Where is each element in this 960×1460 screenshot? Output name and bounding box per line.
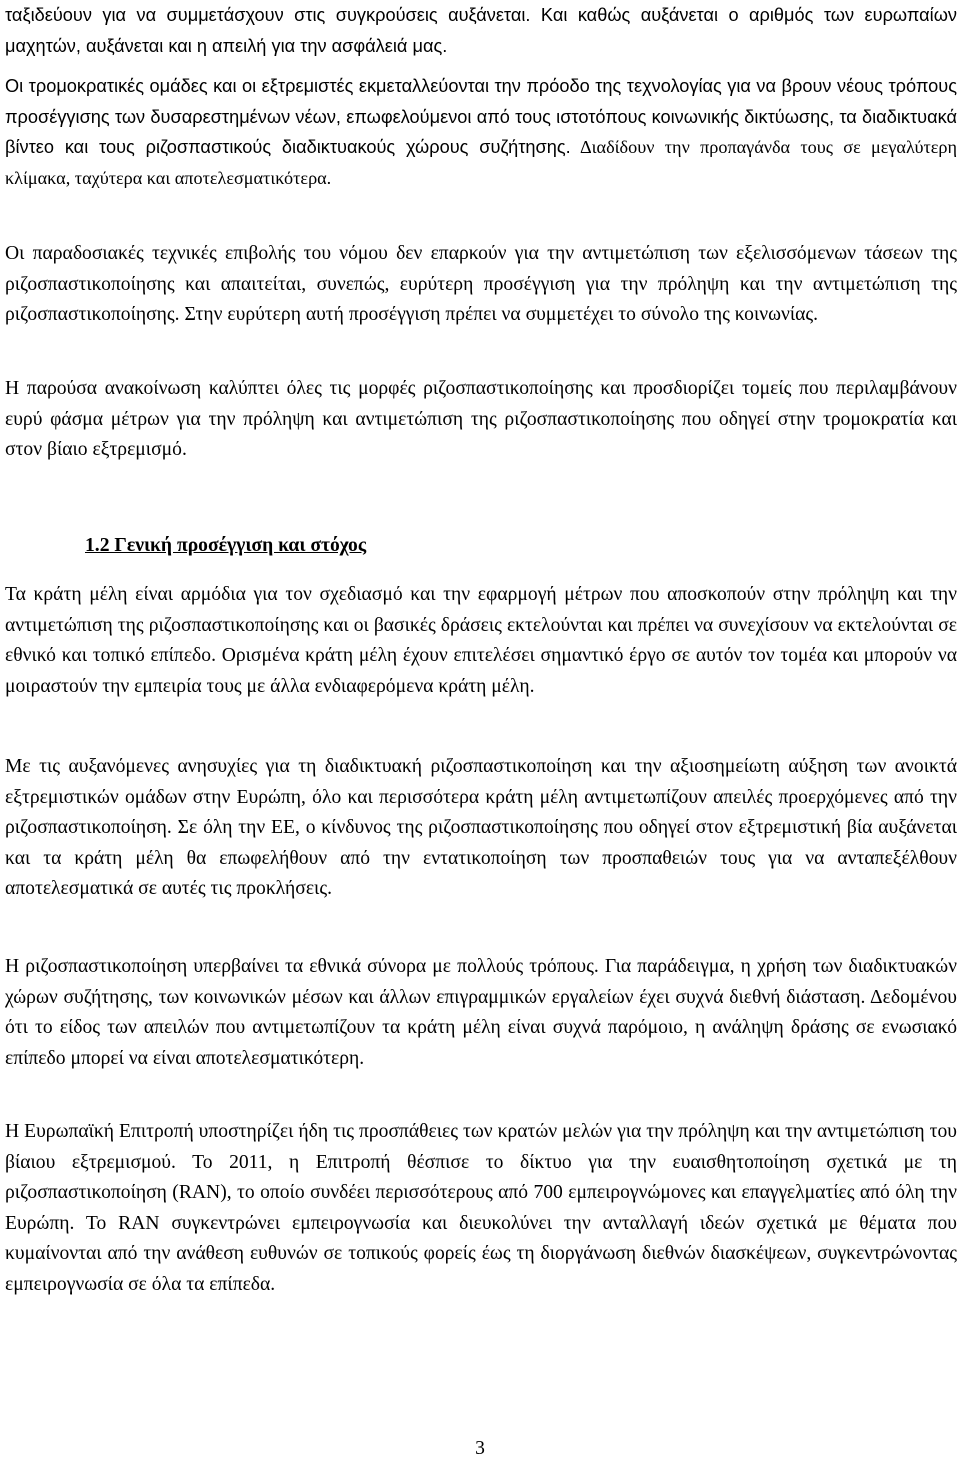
paragraph-terror-groups-part2: Διαδίδουν την προπαγάνδα τους σε μεγαλύτερη κλίμακα, ταχύτερα και αποτελεσματικότερα. — [5, 137, 957, 188]
paragraph-continued: ταξιδεύουν για να συμμετάσχουν στις συγκρούσεις αυξάνεται. Και καθώς αυξάνεται ο αριθμός των ευρωπαίων μαχητών, αυξάνεται και η απειλή για την ασφάλειά μας. — [5, 5, 957, 56]
section-heading: 1.2 Γενική προσέγγιση και στόχος — [85, 535, 367, 556]
page-number: 3 — [475, 1438, 485, 1459]
paragraph-traditional-techniques: Οι παραδοσιακές τεχνικές επιβολής του νόμου δεν επαρκούν για την αντιμετώπιση των εξελισσόμενων τάσεων της ριζοσπαστικοποίησης και απαιτείται, συνεπώς, ευρύτερη προσέγγιση για την πρόληψη και την αντιμετώπιση της ριζοσπαστικοποίησης. Στην ευρύτερη αυτή προσέγγιση πρέπει να συμμετέχει το σύνολο της κοινωνίας. — [5, 243, 957, 326]
paragraph-european-commission: Η Ευρωπαϊκή Επιτροπή υποστηρίζει ήδη τις προσπάθειες των κρατών μελών για την πρόληψη και την αντιμετώπιση του βίαιου εξτρεμισμού. Το 2011, η Επιτροπή θέσπισε το δίκτυο για την ευαισθητοποίηση σχετικά με τη ριζοσπαστικοποίηση (RAN), το οποίο συνδέει περισσότερους από 700 εμπειρογνώμονες και επαγγελματίες από όλη την Ευρώπη. Το RAN συγκεντρώνει εμπειρογνωσία και διευκολύνει την ανταλλαγή ιδεών σχετικά με θέματα που κυμαίνονται από την ανάθεση ευθυνών σε τοπικούς φορείς έως τη διοργάνωση διεθνών διασκέψεων, συγκεντρώνοντας εμπειρογνωσία σε όλα τα επίπεδα. — [5, 1121, 957, 1295]
paragraph-communication-scope: Η παρούσα ανακοίνωση καλύπτει όλες τις μορφές ριζοσπαστικοποίησης και προσδιορίζει τομείς που περιλαμβάνουν ευρύ φάσμα μέτρων για την πρόληψη και αντιμετώπιση της ριζοσπαστικοποίησης που οδηγεί στην τρομοκρατία και στον βίαιο εξτρεμισμό. — [5, 378, 957, 461]
paragraph-terror-groups — [5, 71, 957, 193]
paragraph-terror-groups-part1: Οι τρομοκρατικές ομάδες και οι εξτρεμιστές εκμεταλλεύονται την πρόοδο της τεχνολογίας για να βρουν νέους τρόπους προσέγγισης των δυσαρεστημένων νέων, επωφελούμενοι από τους ιστοτόπους κοινωνικής δικτύωσης, τα διαδικτυακά βίντεο και τους ριζοσπαστικούς διαδικτυακούς χώρους συζήτησης. — [5, 76, 957, 158]
paragraph-cross-border: Η ριζοσπαστικοποίηση υπερβαίνει τα εθνικά σύνορα με πολλούς τρόπους. Για παράδειγμα, η χρήση των διαδικτυακών χώρων συζήτησης, των κοινωνικών μέσων και άλλων επιγραμμικών εργαλείων έχει συχνά διεθνή διάσταση. Δεδομένου ότι το είδος των απειλών που αντιμετωπίζουν τα κράτη μέλη είναι συχνά παρόμοιο, η ανάληψη δράσης σε ενωσιακό επίπεδο μπορεί να είναι αποτελεσματικότερη. — [5, 956, 957, 1069]
paragraph-member-states: Τα κράτη μέλη είναι αρμόδια για τον σχεδιασμό και την εφαρμογή μέτρων που αποσκοπούν στην πρόληψη και την αντιμετώπιση της ριζοσπαστικοποίησης και οι βασικές δράσεις εκτελούνται και πρέπει να συνεχίσουν να εκτελούνται σε εθνικό και τοπικό επίπεδο. Ορισμένα κράτη μέλη έχουν επιτελέσει σημαντικό έργο σε αυτόν τον τομέα και μπορούν να μοιραστούν την εμπειρία τους με άλλα ενδιαφερόμενα κράτη μέλη. — [5, 584, 957, 697]
paragraph-online-radicalisation: Με τις αυξανόμενες ανησυχίες για τη διαδικτυακή ριζοσπαστικοποίηση και την αξιοσημείωτη αύξηση των ανοικτά εξτρεμιστικών ομάδων στην Ευρώπη, όλο και περισσότερα κράτη μέλη αντιμετωπίζουν απειλές προερχόμενες από την ριζοσπαστικοποίηση. Σε όλη την ΕΕ, ο κίνδυνος της ριζοσπαστικοποίησης που οδηγεί στον εξτρεμιστική βία αυξάνεται και τα κράτη μέλη θα επωφελήθουν από την εντατικοποίηση των προσπαθειών τους για να ανταπεξέλθουν αποτελεσματικά σε αυτές τις προκλήσεις. — [5, 756, 957, 900]
